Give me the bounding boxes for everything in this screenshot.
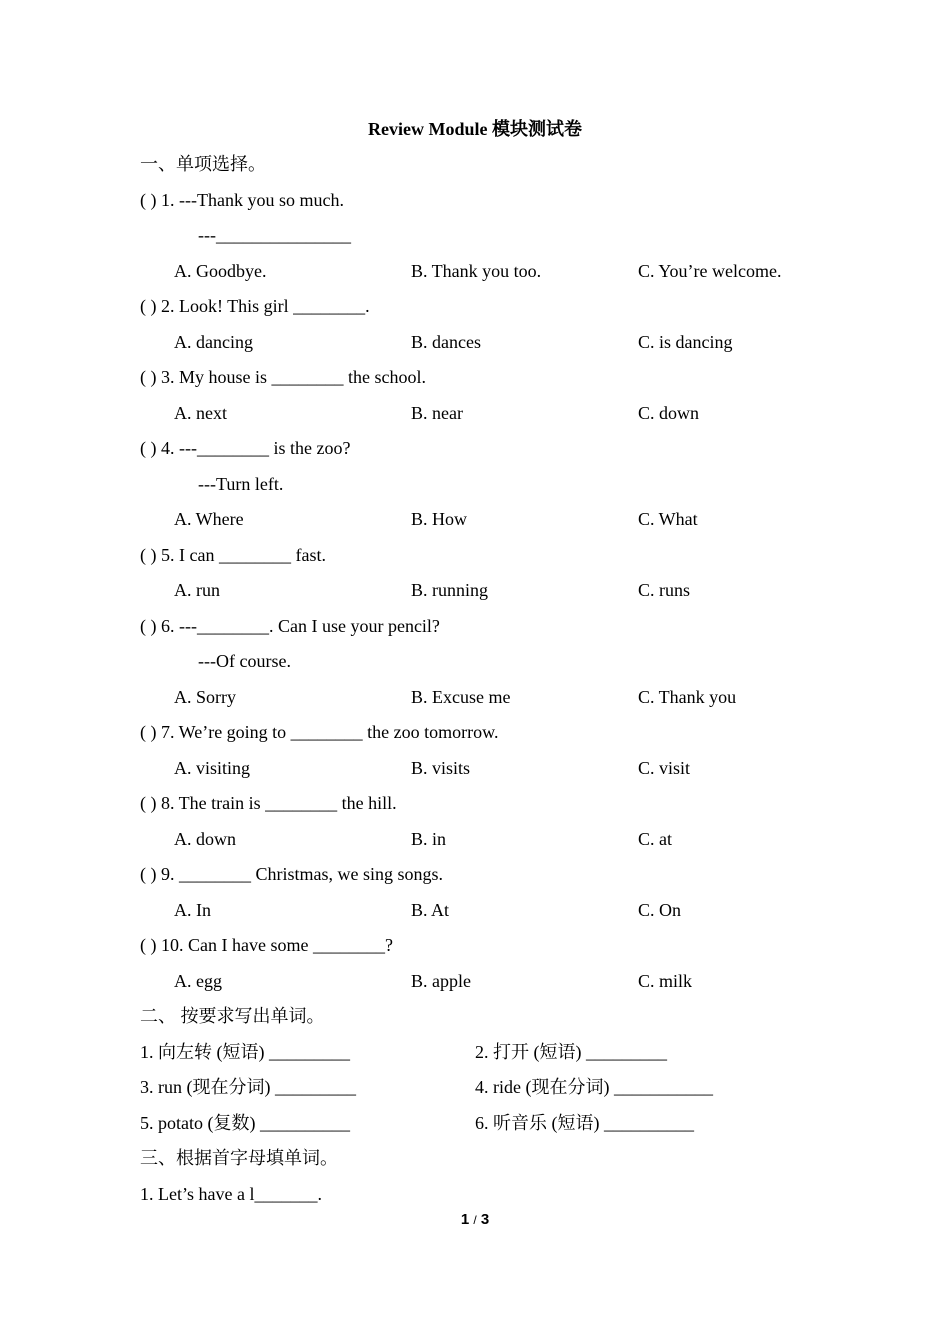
- question-stem: ( ) 1. ---Thank you so much.: [140, 189, 344, 210]
- question-stem: ( ) 6. ---________. Can I use your pencil?: [140, 615, 440, 636]
- page-total: 3: [480, 1211, 490, 1228]
- option-b: B. At: [411, 899, 450, 920]
- answer-options: [140, 893, 840, 929]
- answer-options: [140, 751, 840, 787]
- page-current: 1: [460, 1211, 470, 1228]
- page-number: [0, 1211, 950, 1228]
- option-a: A. next: [174, 402, 227, 423]
- question-stem: ( ) 7. We’re going to ________ the zoo tomorrow.: [140, 722, 499, 742]
- answer-options: [140, 396, 840, 432]
- option-b: B. Thank you too.: [411, 260, 542, 281]
- option-a: A. Sorry: [174, 686, 236, 707]
- question-stem: ( ) 10. Can I have some ________?: [140, 935, 393, 955]
- question-stem: ( ) 2. Look! This girl ________.: [140, 296, 370, 316]
- answer-options: [140, 822, 840, 858]
- option-c: C. at: [638, 828, 672, 849]
- page-title: Review Module 模块测试卷: [368, 119, 582, 139]
- option-c: C. down: [638, 402, 700, 423]
- answer-options: [140, 325, 840, 361]
- option-c: C. is dancing: [638, 331, 733, 352]
- question-stem: ( ) 8. The train is ________ the hill.: [140, 793, 397, 813]
- word-item: 6. 听音乐 (短语) __________: [475, 1112, 694, 1133]
- word-item: 3. run (现在分词) _________: [140, 1077, 356, 1097]
- worksheet-content: [140, 147, 840, 1212]
- answer-options: [140, 964, 840, 1000]
- option-b: B. How: [411, 509, 468, 529]
- word-item: 2. 打开 (短语) _________: [475, 1041, 667, 1062]
- option-b: B. apple: [411, 970, 471, 991]
- option-b: B. running: [411, 580, 489, 600]
- word-row: [140, 1106, 840, 1142]
- option-c: C. milk: [638, 970, 693, 991]
- answer-options: [140, 680, 840, 716]
- option-b: B. Excuse me: [411, 686, 511, 707]
- word-item: 5. potato (复数) __________: [140, 1112, 350, 1133]
- option-b: B. in: [411, 828, 447, 849]
- word-row: [140, 1035, 840, 1071]
- option-a: A. Where: [174, 509, 244, 529]
- word-row: [140, 1070, 840, 1106]
- section1-heading: 一、单项选择。: [140, 154, 266, 174]
- option-c: C. On: [638, 899, 682, 920]
- option-a: A. In: [174, 899, 211, 920]
- option-a: A. egg: [174, 970, 222, 991]
- word-item: 1. 向左转 (短语) _________: [140, 1041, 350, 1062]
- option-a: A. Goodbye.: [174, 260, 267, 281]
- question-dialogue-line: ---Turn left.: [198, 473, 284, 494]
- option-a: A. down: [174, 828, 236, 849]
- question-dialogue-line: ---Of course.: [198, 651, 291, 671]
- answer-options: [140, 573, 840, 609]
- option-b: B. dances: [411, 331, 481, 352]
- page-separator: /: [473, 1213, 477, 1227]
- question-stem: ( ) 3. My house is ________ the school.: [140, 367, 426, 387]
- option-a: A. run: [174, 580, 220, 600]
- question-stem: ( ) 4. ---________ is the zoo?: [140, 438, 351, 458]
- option-a: A. dancing: [174, 331, 253, 352]
- section3-heading: 三、根据首字母填单词。: [140, 1148, 338, 1168]
- option-c: C. runs: [638, 580, 691, 600]
- option-b: B. near: [411, 402, 463, 423]
- answer-options: [140, 254, 840, 290]
- question-list: [140, 183, 840, 1000]
- fill-item: 1. Let’s have a l_______.: [140, 1183, 322, 1204]
- option-b: B. visits: [411, 757, 471, 778]
- question-stem: ( ) 5. I can ________ fast.: [140, 544, 326, 565]
- option-c: C. What: [638, 509, 698, 529]
- question-dialogue-line: ---_______________: [198, 225, 351, 245]
- option-c: C. visit: [638, 757, 691, 778]
- question-stem: ( ) 9. ________ Christmas, we sing songs.: [140, 864, 443, 884]
- answer-options: [140, 502, 840, 538]
- option-a: A. visiting: [174, 757, 251, 778]
- option-c: C. You’re welcome.: [638, 260, 782, 281]
- option-c: C. Thank you: [638, 686, 737, 707]
- section2-heading: 二、 按要求写出单词。: [140, 1006, 325, 1026]
- word-item: 4. ride (现在分词) ___________: [475, 1077, 713, 1097]
